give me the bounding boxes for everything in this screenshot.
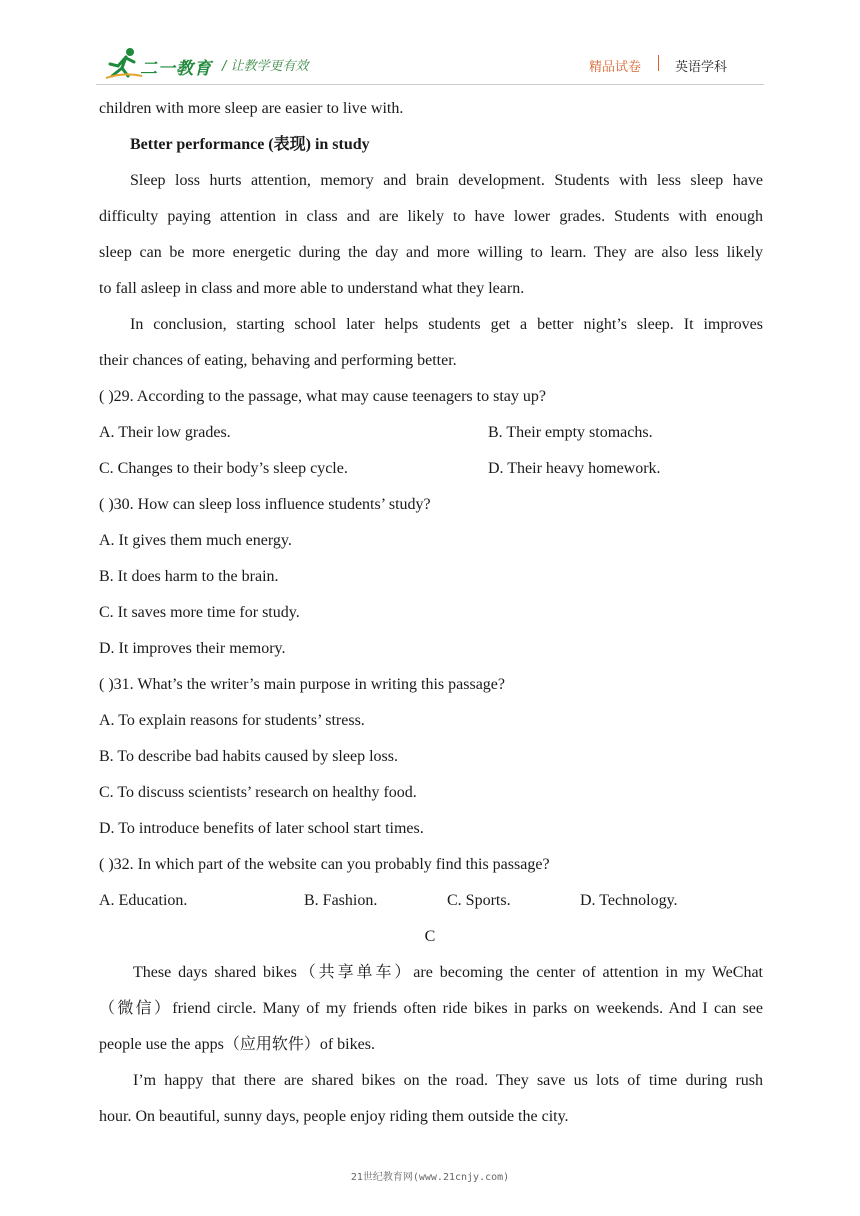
- header-tag-quality: 精品试卷: [589, 60, 642, 75]
- question-30-option-b: B. It does harm to the brain.: [99, 568, 279, 585]
- question-31-option-a: A. To explain reasons for students’ stress.: [99, 712, 365, 729]
- question-29-option-c: C. Changes to their body’s sleep cycle.: [99, 460, 348, 477]
- passage-line: hour. On beautiful, sunny days, people enjoy riding them outside the city.: [99, 1108, 569, 1125]
- passage-line: to fall asleep in class and more able to understand what they learn.: [99, 280, 525, 297]
- passage-line: people use the apps（应用软件）of bikes.: [99, 1036, 375, 1053]
- question-30-option-a: A. It gives them much energy.: [99, 532, 292, 549]
- question-29-option-b: B. Their empty stomachs.: [488, 424, 653, 441]
- question-31-stem: ( )31. What’s the writer’s main purpose in writing this passage?: [99, 676, 505, 693]
- question-32-option-d: D. Technology.: [580, 892, 678, 909]
- passage-line: In conclusion, starting school later helps students get a better night’s sleep. It improves: [130, 316, 763, 333]
- question-32-stem: ( )32. In which part of the website can you probably find this passage?: [99, 856, 550, 873]
- question-31-option-d: D. To introduce benefits of later school start times.: [99, 820, 424, 837]
- passage-line: children with more sleep are easier to live with.: [99, 100, 404, 117]
- passage-line: sleep can be more energetic during the day and more willing to learn. They are also less likely: [99, 244, 763, 261]
- header-rule: [96, 84, 764, 85]
- section-heading: Better performance (表现) in study: [130, 136, 370, 153]
- passage-line: their chances of eating, behaving and performing better.: [99, 352, 457, 369]
- question-29-option-a: A. Their low grades.: [99, 424, 231, 441]
- brand-slogan: / 让教学更有效: [222, 59, 309, 74]
- passage-line: （微信）friend circle. Many of my friends often ride bikes in parks on weekends. And I can see: [99, 1000, 763, 1017]
- header-divider: [658, 55, 659, 71]
- header-tag-subject: 英语学科: [675, 60, 728, 75]
- passage-line: These days shared bikes（共享单车）are becoming the center of attention in my WeChat: [133, 964, 763, 981]
- question-30-stem: ( )30. How can sleep loss influence students’ study?: [99, 496, 431, 513]
- question-30-option-d: D. It improves their memory.: [99, 640, 286, 657]
- question-31-option-b: B. To describe bad habits caused by sleep loss.: [99, 748, 398, 765]
- question-32-option-c: C. Sports.: [447, 892, 511, 909]
- question-30-option-c: C. It saves more time for study.: [99, 604, 300, 621]
- passage-line: Sleep loss hurts attention, memory and brain development. Students with less sleep have: [130, 172, 763, 189]
- passage-c-label: C: [424, 928, 436, 945]
- question-29-stem: ( )29. According to the passage, what may cause teenagers to stay up?: [99, 388, 546, 405]
- passage-line: I’m happy that there are shared bikes on the road. They save us lots of time during rush: [133, 1072, 763, 1089]
- question-32-option-b: B. Fashion.: [304, 892, 378, 909]
- passage-line: difficulty paying attention in class and are likely to have lower grades. Students with enough: [99, 208, 763, 225]
- brand-name: 二一教育: [140, 59, 212, 79]
- page-footer: 21世纪教育网(www.21cnjy.com): [350, 1172, 510, 1183]
- question-31-option-c: C. To discuss scientists’ research on healthy food.: [99, 784, 417, 801]
- question-32-option-a: A. Education.: [99, 892, 188, 909]
- question-29-option-d: D. Their heavy homework.: [488, 460, 661, 477]
- page-header: [0, 0, 860, 90]
- runner-logo-icon: [104, 46, 144, 80]
